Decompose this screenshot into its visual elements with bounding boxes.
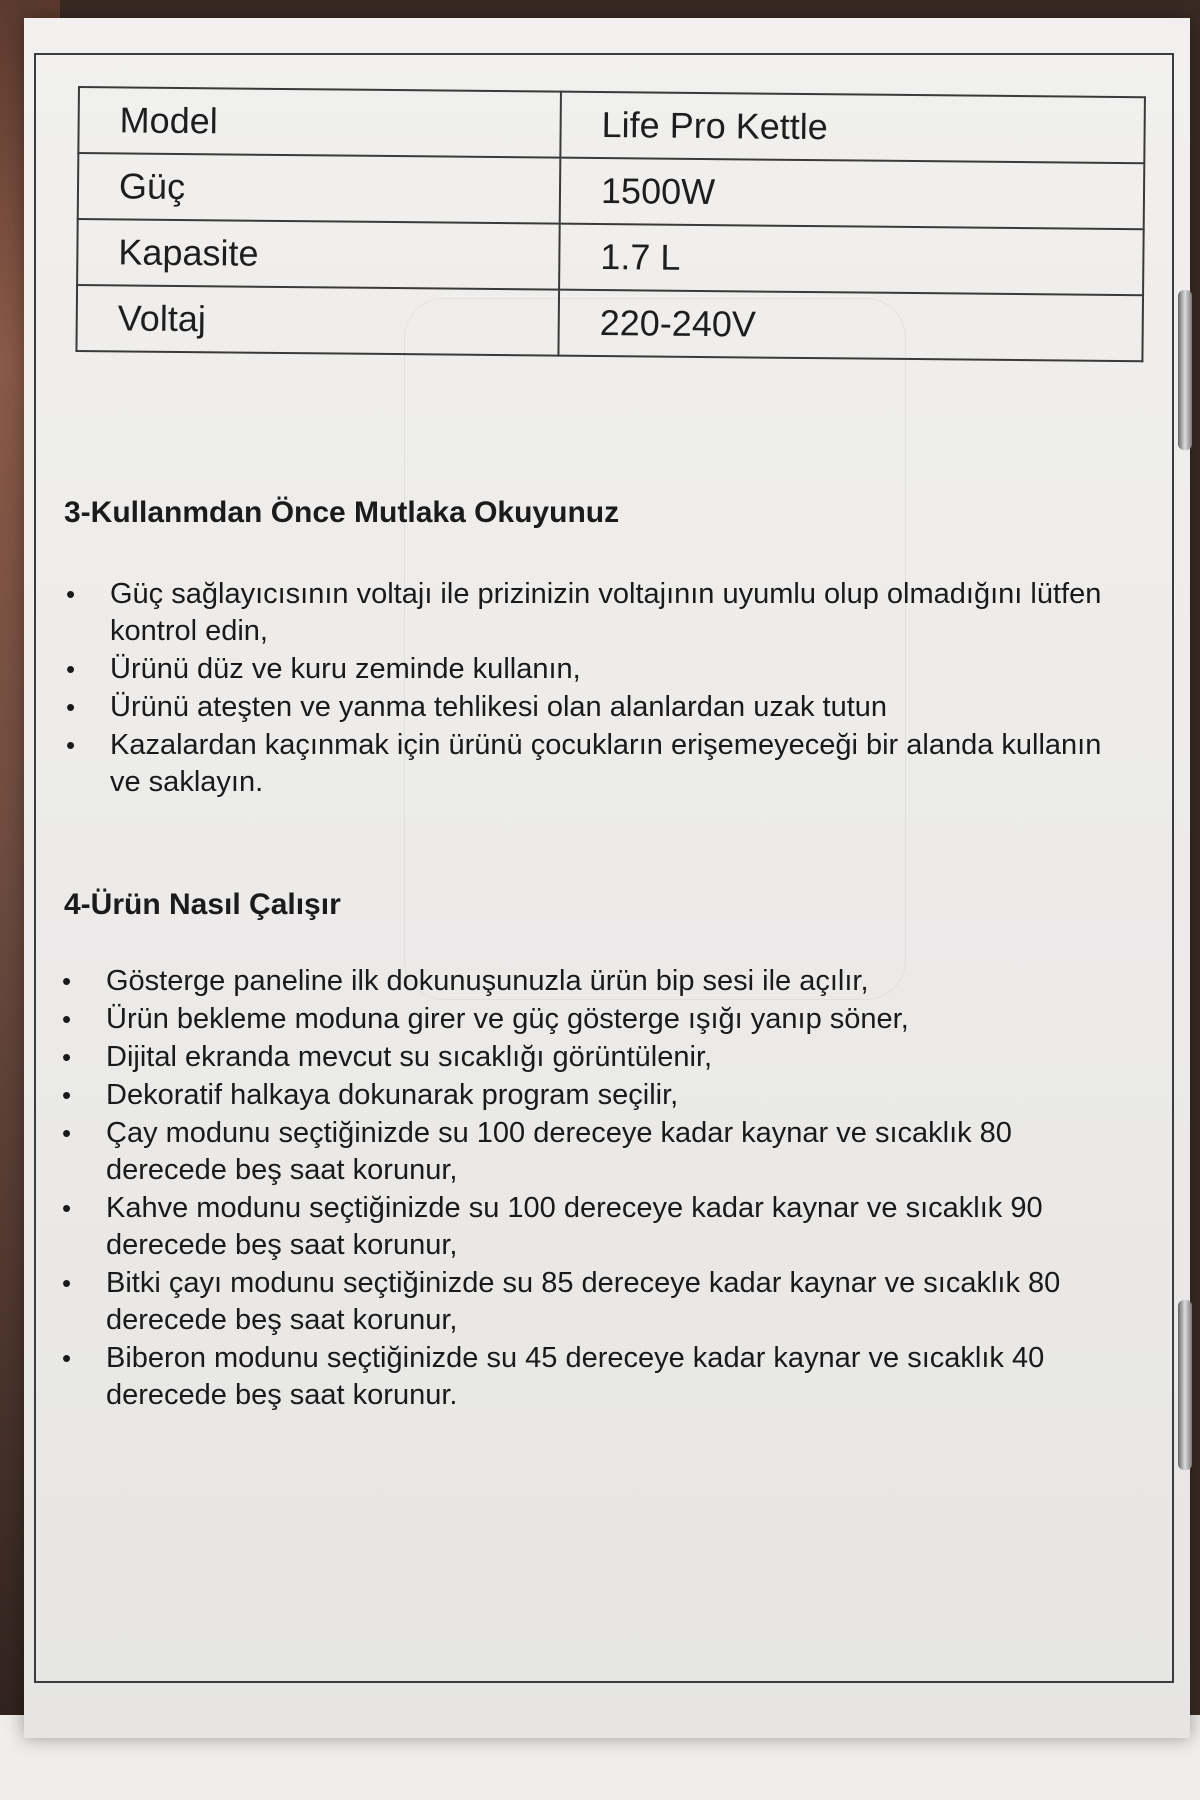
binding-staple-top — [1178, 290, 1192, 450]
spec-value: Life Pro Kettle — [560, 92, 1145, 164]
list-item: • Gösterge paneline ilk dokunuşunuzla ürün bip sesi ile açılır, — [62, 963, 1137, 1000]
spec-value: 1.7 L — [559, 224, 1144, 296]
list-item: • Çay modunu seçtiğinizde su 100 dereceye kadar kaynar ve sıcaklık 80 derecede beş saat korunur, — [62, 1115, 1137, 1189]
spec-key: Kapasite — [77, 219, 560, 290]
manual-page — [24, 18, 1190, 1738]
list-item: • Güç sağlayıcısının voltajı ile prizinizin voltajının uyumlu olup olmadığını lütfen kontrol edin, — [66, 576, 1126, 650]
spec-row-capacity — [77, 219, 1144, 295]
section-3-list — [66, 576, 1126, 802]
section-3-title: 3-Kullanmdan Önce Mutlaka Okuyunuz — [64, 496, 620, 529]
spec-row-model — [78, 87, 1145, 163]
spec-value: 220-240V — [558, 290, 1143, 362]
list-item: • Biberon modunu seçtiğinizde su 45 dereceye kadar kaynar ve sıcaklık 40 derecede beş saat korunur. — [62, 1340, 1137, 1414]
spec-row-power — [78, 153, 1145, 229]
list-item: • Ürün bekleme moduna girer ve güç gösterge ışığı yanıp söner, — [62, 1001, 1137, 1038]
list-item: • Kahve modunu seçtiğinizde su 100 dereceye kadar kaynar ve sıcaklık 90 derecede beş saat korunur, — [62, 1190, 1137, 1264]
list-item: • Kazalardan kaçınmak için ürünü çocukların erişemeyeceği bir alanda kullanın ve saklayın. — [66, 727, 1126, 801]
spec-key: Güç — [78, 153, 561, 224]
list-item: • Ürünü düz ve kuru zeminde kullanın, — [66, 651, 1126, 688]
section-4-list — [62, 963, 1137, 1415]
spec-value: 1500W — [560, 158, 1145, 230]
spec-table — [75, 86, 1146, 362]
list-item: • Bitki çayı modunu seçtiğinizde su 85 dereceye kadar kaynar ve sıcaklık 80 derecede beş saat korunur, — [62, 1265, 1137, 1339]
list-item: • Dijital ekranda mevcut su sıcaklığı görüntülenir, — [62, 1039, 1137, 1076]
section-4-title: 4-Ürün Nasıl Çalışır — [64, 888, 341, 921]
binding-staple-bottom — [1178, 1300, 1192, 1470]
spec-key: Voltaj — [76, 285, 559, 356]
list-item: • Dekoratif halkaya dokunarak program seçilir, — [62, 1077, 1137, 1114]
list-item: • Ürünü ateşten ve yanma tehlikesi olan alanlardan uzak tutun — [66, 689, 1126, 726]
spec-key: Model — [78, 87, 561, 158]
spec-row-voltage — [76, 285, 1143, 361]
